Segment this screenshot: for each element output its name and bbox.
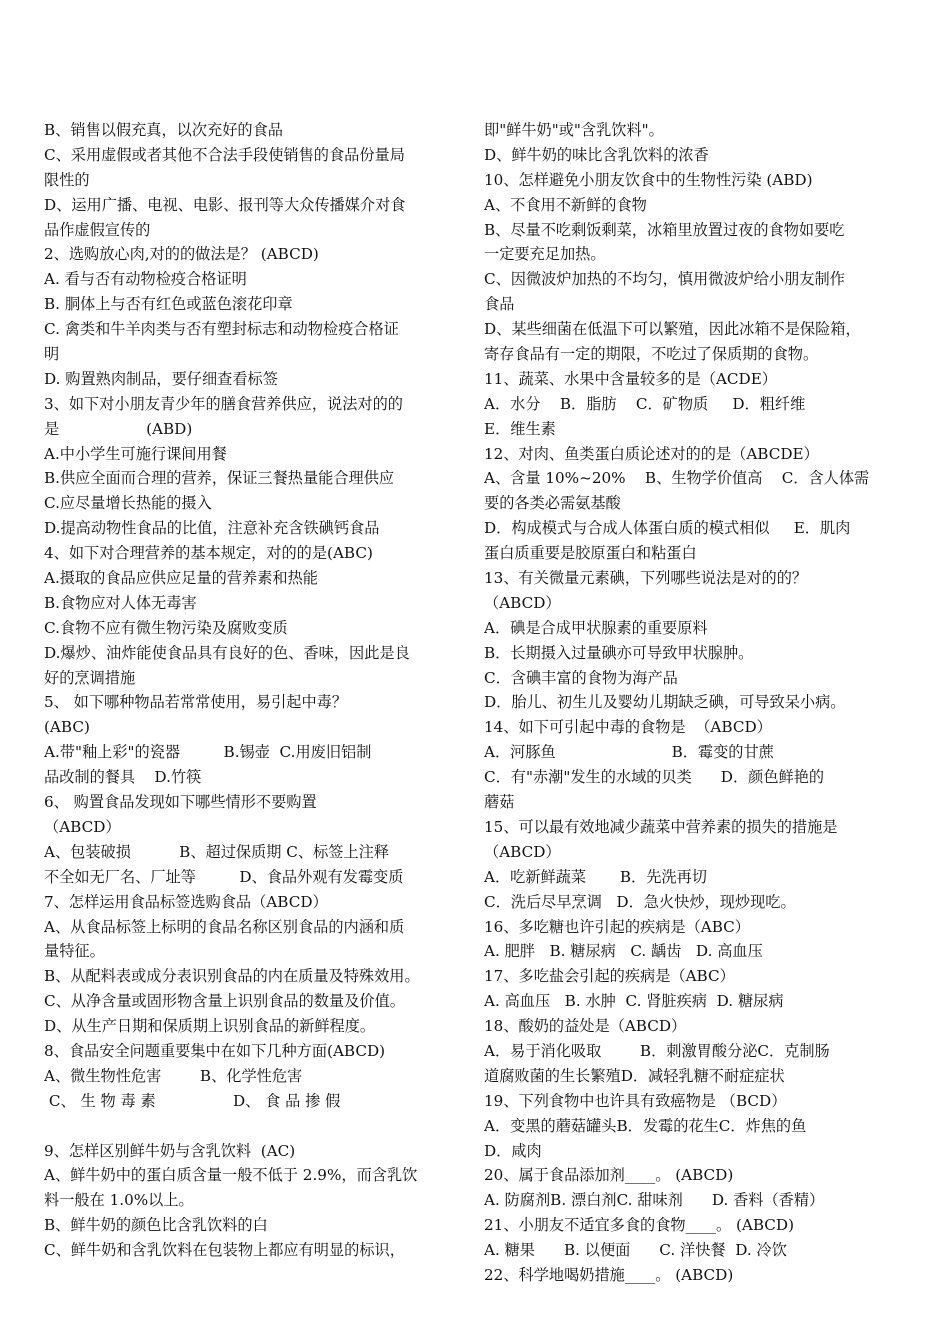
- text-line: 16、多吃糖也许引起的疾病是（ABC）: [484, 917, 750, 936]
- text-line: （ABCD）: [44, 817, 121, 836]
- text-line: 3、如下对小朋友青少年的膳食营养供应，说法对的的: [44, 394, 403, 413]
- text-line: 品作虚假宣传的: [44, 220, 151, 239]
- text-line: B．长期摄入过量碘亦可导致甲状腺肿。: [484, 643, 754, 662]
- text-line: C、因微波炉加热的不均匀，慎用微波炉给小朋友制作: [484, 270, 845, 289]
- text-line: A. 高血压 B. 水肿 C. 肾脏疾病 D. 糖尿病: [484, 992, 784, 1011]
- text-line: D. 购置熟肉制品，要仔细查看标签: [44, 369, 278, 388]
- text-line: 13、有关微量元素碘，下列哪些说法是对的的？: [484, 569, 808, 588]
- text-line: A. 肥胖 B. 糖尿病 C. 龋齿 D. 高血压: [484, 942, 763, 961]
- text-line: B.食物应对人体无毒害: [44, 593, 197, 612]
- text-line: C. 禽类和牛羊肉类与否有塑封标志和动物检疫合格证: [44, 320, 399, 339]
- text-line: D.提高动物性食品的比值，注意补充含铁碘钙食品: [44, 519, 380, 538]
- text-line: 明: [44, 345, 60, 364]
- text-line: 20、属于食品添加剂____。 (ABCD): [484, 1166, 734, 1185]
- text-line: A. 看与否有动物检疫合格证明: [44, 270, 247, 289]
- text-line: 要的各类必需氨基酸: [484, 494, 621, 513]
- text-line: 5、 如下哪种物品若常常使用，易引起中毒？: [44, 693, 348, 712]
- text-line: 4、如下对合理营养的基本规定，对的的是(ABC): [44, 544, 373, 563]
- text-line: D、某些细菌在低温下可以繁殖，因此冰箱不是保险箱，: [484, 320, 861, 339]
- text-line: C、从净含量或固形物含量上识别食品的数量及价值。: [44, 992, 405, 1011]
- text-line: B. 胴体上与否有红色或蓝色滚花印章: [44, 295, 293, 314]
- text-line: C、 生 物 毒 素 D、 食 品 掺 假: [44, 1091, 341, 1110]
- text-line: A．吃新鲜蔬菜 B．先洗再切: [484, 867, 707, 886]
- text-line: D.爆炒、油炸能使食品具有良好的色、香味，因此是良: [44, 643, 410, 662]
- text-line: D、运用广播、电视、电影、报刊等大众传播媒介对食: [44, 195, 406, 214]
- text-line: B、尽量不吃剩饭剩菜，冰箱里放置过夜的食物如要吃: [484, 220, 845, 239]
- text-line: A、鲜牛奶中的蛋白质含量一般不低于 2.9%，而含乳饮: [44, 1166, 418, 1185]
- text-line: 14、如下可引起中毒的食物是 （ABCD）: [484, 718, 772, 737]
- text-line: E．维生素: [484, 419, 556, 438]
- text-line: 10、怎样避免小朋友饮食中的生物性污染 (ABD): [484, 170, 813, 189]
- text-line: (ABC): [44, 718, 90, 737]
- text-line: A、包装破损 B、超过保质期 C、标签上注释: [44, 842, 390, 861]
- text-line: D、鲜牛奶的味比含乳饮料的浓香: [484, 145, 709, 164]
- text-line: （ABCD）: [484, 593, 561, 612]
- text-line: C．含碘丰富的食物为海产品: [484, 668, 678, 687]
- text-line: A．易于消化吸取 B．刺激胃酸分泌C．克制肠: [484, 1041, 830, 1060]
- text-line: 量特征。: [44, 942, 105, 961]
- text-line: 寄存食品有一定的期限，不吃过了保质期的食物。: [484, 345, 819, 364]
- text-line: 品改制的餐具 D.竹筷: [44, 768, 202, 787]
- text-line: C、鲜牛奶和含乳饮料在包装物上都应有明显的标识，: [44, 1241, 405, 1260]
- text-line: A.摄取的食品应供应足量的营养素和热能: [44, 569, 318, 588]
- text-line: 8、食品安全问题重要集中在如下几种方面(ABCD): [44, 1041, 386, 1060]
- text-line: 料一般在 1.0%以上。: [44, 1191, 194, 1210]
- text-line: C.应尽量增长热能的摄入: [44, 494, 212, 513]
- text-line: 17、多吃盐会引起的疾病是（ABC）: [484, 967, 735, 986]
- text-line: B、从配料表或成分表识别食品的内在质量及特殊效用。: [44, 967, 420, 986]
- text-line: 9、怎样区别鲜牛奶与含乳饮料 (AC): [44, 1141, 296, 1160]
- text-line: A、含量 10%~20% B、生物学价值高 C．含人体需: [484, 469, 870, 488]
- text-line: 食品: [484, 295, 515, 314]
- text-line: A. 防腐剂B. 漂白剂C. 甜味剂 D. 香料（香精）: [484, 1191, 825, 1210]
- text-line: 是 (ABD): [44, 419, 193, 438]
- text-line: 11、蔬菜、水果中含量较多的是（ACDE）: [484, 369, 777, 388]
- text-line: A、微生物性危害 B、化学性危害: [44, 1066, 303, 1085]
- text-line: C.食物不应有微生物污染及腐败变质: [44, 618, 288, 637]
- text-line: 限性的: [44, 170, 90, 189]
- left-column: [44, 118, 454, 1263]
- text-line: [44, 1114, 454, 1139]
- text-line: 7、怎样运用食品标签选购食品（ABCD）: [44, 892, 328, 911]
- text-line: D、从生产日期和保质期上识别食品的新鲜程度。: [44, 1017, 376, 1036]
- text-line: 21、小朋友不适宜多食的食物____。 (ABCD): [484, 1216, 795, 1235]
- text-line: A.中小学生可施行课间用餐: [44, 444, 227, 463]
- text-line: A．变黑的蘑菇罐头B．发霉的花生C．炸焦的鱼: [484, 1116, 807, 1135]
- right-column: [484, 118, 898, 1288]
- text-line: C．有"赤潮"发生的水域的贝类 D．颜色鲜艳的: [484, 768, 825, 787]
- text-line: 22、科学地喝奶措施____。 (ABCD): [484, 1265, 734, 1284]
- text-line: 即"鲜牛奶"或"含乳饮料"。: [484, 121, 664, 139]
- text-line: 12、对肉、鱼类蛋白质论述对的的是（ABCDE）: [484, 444, 819, 463]
- text-line: 6、 购置食品发现如下哪些情形不要购置: [44, 793, 317, 812]
- text-line: B、鲜牛奶的颜色比含乳饮料的白: [44, 1216, 268, 1235]
- text-line: 15、可以最有效地减少蔬菜中营养素的损失的措施是: [484, 817, 838, 836]
- text-line: A．水分 B．脂肪 C．矿物质 D．粗纤维: [484, 394, 806, 413]
- text-line: 蛋白质重要是胶原蛋白和粘蛋白: [484, 544, 697, 563]
- text-line: A. 糖果 B. 以便面 C. 洋快餐 D. 冷饮: [484, 1241, 787, 1260]
- text-line: 道腐败菌的生长繁殖D．减轻乳糖不耐症症状: [484, 1066, 785, 1085]
- text-line: 19、下列食物中也许具有致癌物是 （BCD）: [484, 1091, 787, 1110]
- text-line: A、从食品标签上标明的食品名称区别食品的内涵和质: [44, 917, 405, 936]
- text-line: A、不食用不新鲜的食物: [484, 195, 647, 214]
- text-line: 好的烹调措施: [44, 668, 136, 687]
- text-line: A．河豚鱼 B．霉变的甘蔗: [484, 743, 774, 762]
- text-line: A.带"釉上彩"的瓷器 B.锡壶 C.用废旧铝制: [44, 743, 372, 762]
- text-line: D．咸肉: [484, 1141, 542, 1160]
- text-line: （ABCD）: [484, 842, 561, 861]
- text-line: 一定要充足加热。: [484, 245, 606, 264]
- text-line: D．胎儿、初生儿及婴幼儿期缺乏碘，可导致呆小病。: [484, 693, 846, 712]
- text-line: 不全如无厂名、厂址等 D、食品外观有发霉变质: [44, 867, 404, 886]
- text-line: 2、选购放心肉,对的的做法是？ (ABCD): [44, 245, 319, 264]
- text-line: C．洗后尽早烹调 D．急火快炒，现炒现吃。: [484, 892, 796, 911]
- text-line: B、销售以假充真，以次充好的食品: [44, 121, 283, 139]
- text-line: 18、酸奶的益处是（ABCD）: [484, 1017, 687, 1036]
- text-line: 蘑菇: [484, 793, 515, 812]
- text-line: C、采用虚假或者其他不合法手段使销售的食品份量局: [44, 145, 405, 164]
- text-line: D．构成模式与合成人体蛋白质的模式相似 E．肌肉: [484, 519, 851, 538]
- text-line: B.供应全面而合理的营养，保证三餐热量能合理供应: [44, 469, 395, 488]
- text-line: A．碘是合成甲状腺素的重要原料: [484, 618, 708, 637]
